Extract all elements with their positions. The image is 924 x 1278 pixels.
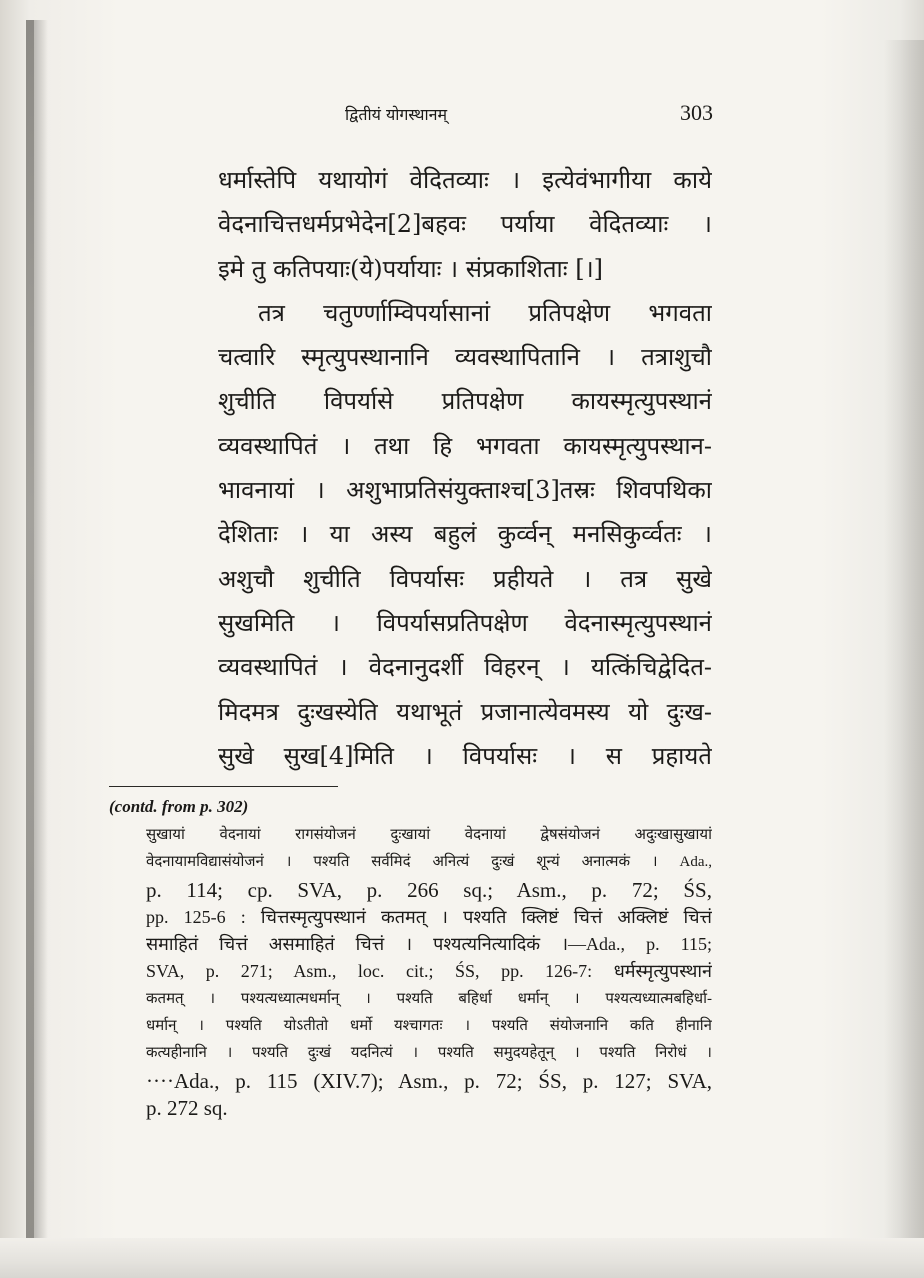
footnote-line: SVA, p. 271; Asm., loc. cit.; ŚS, pp. 126-7: धर्मस्मृत्युपस्थानं <box>146 961 712 982</box>
footnote-line: कतमत् । पश्यत्यध्यात्मधर्मान् । पश्यति बहिर्धा धर्मान् । पश्यत्यध्यात्मबहिर्धा- <box>146 990 712 1007</box>
text-line: तत्र चतुर्ण्णाम्विपर्यासानां प्रतिपक्षेण भगवता <box>258 298 712 327</box>
text-line: चत्वारि स्मृत्युपस्थानानि व्यवस्थापितानि । तत्राशुचौ <box>218 343 712 372</box>
text-line: देशिताः । या अस्य बहुलं कुर्व्वन् मनसिकुर्व्वतः । <box>218 520 712 549</box>
text-line: इमे तु कतिपयाः(ये)पर्यायाः । संप्रकाशिताः [।] <box>218 254 604 283</box>
footnote-line: ····Ada., p. 115 (XIV.7); Asm., p. 72; ŚS, p. 127; SVA, <box>146 1068 712 1093</box>
footnote-line: वेदनायामविद्यासंयोजनं । पश्यति सर्वमिदं अनित्यं दुःखं शून्यं अनात्मकं । Ada., <box>146 854 712 871</box>
footnote-line: कत्यहीनानि । पश्यति दुःखं यदनित्यं । पश्यति समुदयहेतून् । पश्यति निरोधं । <box>146 1045 712 1062</box>
page-number: 303 <box>680 100 713 125</box>
gutter-shadow <box>34 20 48 1240</box>
footnote-rule <box>109 786 338 787</box>
text-line: व्यवस्थापितं । वेदनानुदर्शी विहरन् । यत्किंचिद्वेदित- <box>218 653 712 682</box>
text-line: सुखमिति । विपर्यासप्रतिपक्षेण वेदनास्मृत्युपस्थानं <box>218 608 712 637</box>
text-line: शुचीति विपर्यासे प्रतिपक्षेण कायस्मृत्युपस्थानं <box>218 387 712 416</box>
text-line: व्यवस्थापितं । तथा हि भगवता कायस्मृत्युपस्थान- <box>218 431 712 460</box>
text-line: भावनायां । अशुभाप्रतिसंयुक्ताश्च[3]तस्रः शिवपथिका <box>218 476 712 505</box>
footnote-line: धर्मान् । पश्यति योऽतीतो धर्मो यश्चागतः । पश्यति संयोजनानि कति हीनानि <box>146 1018 712 1035</box>
text-line: मिदमत्र दुःखस्येति यथाभूतं प्रजानात्येवमस्य यो दुःख- <box>218 697 712 726</box>
text-line: वेदनाचित्तधर्मप्रभेदेन[2]बहवः पर्याया वेदितव्याः । <box>218 210 712 239</box>
footnote-continued: (contd. from p. 302) <box>109 797 249 816</box>
text-line: सुखे सुख[4]मिति । विपर्यासः । स प्रहायते <box>218 741 712 770</box>
text-line: अशुचौ शुचीति विपर्यासः प्रहीयते । तत्र सुखे <box>218 564 712 593</box>
bottom-page-edge <box>0 1238 924 1278</box>
book-spine-shadow <box>26 20 34 1240</box>
footnote-line: सुखायां वेदनायां रागसंयोजनं दुःखायां वेदनायां द्वेषसंयोजनं अदुःखासुखायां <box>146 827 712 843</box>
footnote-line: p. 272 sq. <box>146 1095 228 1120</box>
footnote-line: समाहितं चित्तं असमाहितं चित्तं । पश्यत्यनित्यादिकं ।—Ada., p. 115; <box>146 934 712 955</box>
running-head: द्वितीयं योगस्थानम् <box>345 105 448 124</box>
footnote-line: pp. 125-6 : चित्तस्मृत्युपस्थानं कतमत् । पश्यति क्लिष्टं चित्तं अक्लिष्टं चित्तं <box>146 906 712 927</box>
page-edge-shadow <box>884 40 924 1240</box>
main-text <box>218 158 712 778</box>
footnote-line: p. 114; cp. SVA, p. 266 sq.; Asm., p. 72; ŚS, <box>146 877 712 902</box>
footnote-block <box>146 822 712 1122</box>
text-line: धर्मास्तेपि यथायोगं वेदितव्याः । इत्येवंभागीया काये <box>218 166 712 194</box>
